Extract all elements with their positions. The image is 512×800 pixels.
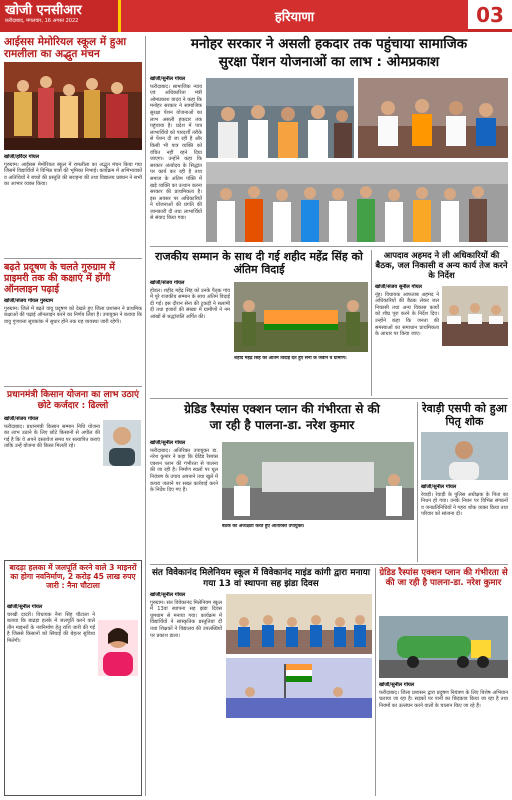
divider [150, 398, 508, 399]
masthead-brand [0, 0, 118, 32]
left-mid-body [4, 298, 142, 382]
divider [150, 246, 508, 247]
lead-headline-line2: सुरक्षा पेंशन योजनाओं का लाभ : ओमप्रकाश [218, 54, 440, 70]
page-number: 03 [468, 0, 512, 32]
lead-photo-right [358, 78, 508, 158]
column-rule [375, 568, 376, 796]
newspaper-logo: खोजी एनसीआर [5, 3, 82, 18]
rewari-body [421, 484, 508, 560]
lead-photo-bottom [206, 162, 508, 242]
left-top-text: गुरुग्राम। आईसस मेमोरियल स्कूल में रामलीला का अद्भुत मंचन किया गया जिसमें विद्यार्थियों ने विभिन्न पात्रों की भूमिका निभाई। कार्यक्रम में अभिभावकों व अतिथियों ने बच्चों की प्रस्तुति की सराहना की तथा विद्यालय प्रबंधन ने सभी का आभार व्यक्त किया। [4, 161, 142, 188]
left-mid-byline: खोजी/संजय गोयल गुरुग्राम [4, 298, 53, 304]
rewari-photo [421, 432, 508, 480]
divider [4, 258, 142, 259]
grade2-byline: खोजी/सुनील गोयल [379, 682, 415, 688]
issue-date: फ़रीदाबाद, मंगलवार, 16 अगस्त 2022 [5, 18, 79, 24]
rewari-headline: रेवाड़ी एसपी को हुआ पितृ शोक [422, 402, 507, 428]
grade2-text: फरीदाबाद। जिला प्रशासन द्वारा प्रदूषण नियंत्रण के लिए विशेष अभियान चलाया जा रहा है। सड़कों पर पानी का छिड़काव किया जा रहा है तथा नियमों का उल्लंघन करने वालों के चालान किए जा रहे हैं। [379, 689, 508, 709]
left-box-body [7, 604, 95, 792]
left-bottom-text: फरीदाबाद। प्रधानमंत्री किसान सम्मान निधि योजना का लाभ उठाने के लिए छोटे किसानों से अपील की गई है कि वे अपने दस्तावेज समय पर सत्यापित कराएं ताकि उन्हें योजना की किस्त मिलती रहे। [4, 423, 100, 450]
mid-center-text: होडल। शहीद महेंद्र सिंह को उनके पैतृक गांव में पूरे राजकीय सम्मान के साथ अंतिम विदाई दी गई। इस दौरान सेना की टुकड़ी ने सलामी दी तथा हजारों की संख्या में ग्रामीणों ने नम आंखों से श्रद्धांजलि अर्पित की। [150, 287, 230, 320]
vivekanand-headline: संत विवेकानंद मिलेनियम स्कूल में विवेकानंद माइंड कांगी द्वारा मनाया गया 13 वां स्थापना सह झंडा दिवस [151, 568, 371, 589]
left-box-byline: खोजी/सुनील गोयल [7, 604, 43, 610]
mid-right-byline: खोजी/संजय सुनील गोयल [375, 284, 422, 290]
water-tanker-photo [379, 616, 508, 678]
grade-byline: खोजी/सुनील गोयल [150, 440, 186, 446]
column-rule [371, 250, 372, 396]
portrait-photo [103, 420, 141, 466]
grade-headline-line2: जा रही है पालना-डा. नरेश कुमार [209, 418, 355, 432]
divider [150, 564, 508, 565]
mid-right-text: नूंह। विधायक आफताब अहमद ने अधिकारियों की बैठक लेकर जल निकासी तथा अन्य विकास कार्यों को शीघ्र पूरा करने के निर्देश दिए। उन्होंने कहा कि जनता की समस्याओं का समाधान प्राथमिकता के आधार पर किया जाए। [375, 291, 439, 338]
school-photo-2 [226, 658, 372, 718]
rewari-byline: खोजी/सुनील गोयल [421, 484, 457, 490]
rewari-text: रेवाड़ी। रेवाड़ी के पुलिस अधीक्षक के पिता का निधन हो गया। उनके निधन पर विभिन्न संगठनों व जनप्रतिनिधियों ने गहरा शोक व्यक्त किया तथा परिवार को सांत्वना दी। [421, 491, 508, 518]
grade-caption: बैठक की अध्यक्षता करते हुए अतिरिक्त उपायुक्त। [222, 524, 305, 529]
left-mid-headline: बढ़ते प्रदूषण के चलते गुरुग्राम में प्राइमरी तक की कक्षाएं में होंगी ऑनलाइन पढ़ाई [4, 262, 115, 295]
mla-photo [98, 620, 138, 676]
mid-center-caption: शहीद महेंद्र सिंह को अंतिम विदाई देते हुए सेना के जवान व ग्रामीण। [234, 356, 347, 361]
left-bottom-headline: प्रधानमंत्री किसान योजना का लाभ उठाएं छोटे कर्जदार : ढिल्लो [6, 390, 139, 411]
left-box-text: चरखी दादरी। विधायक नैना सिंह चौटाला ने बताया कि बाढड़ा हलके में जलपूर्ति करने वाले तीन माइनरों के नवनिर्माण हेतु राशि जारी की गई है जिससे किसानों को सिंचाई की बेहतर सुविधा मिलेगी। [7, 611, 95, 644]
left-top-headline: आईसस मेमोरियल स्कूल में हुआ रामलीला का अद्भुत मंचन [4, 36, 127, 60]
school-photo-1 [226, 594, 372, 654]
mid-right-body [375, 284, 439, 396]
grade-body [150, 440, 218, 558]
column-rule [417, 402, 418, 562]
grade2-headline: ग्रेडिड रैस्पांस एक्शन प्लान की गंभीरता से की जा रही है पालना-डा. नरेश कुमार [379, 568, 508, 589]
masthead [0, 0, 512, 32]
lead-body [150, 76, 202, 236]
left-box-headline: बादड़ा हलका में जलपूर्ति करने वाले 3 माइनरों का होगा नवनिर्माण, 2 करोड़ 45 लाख रुपए जारी : नैना चौटाला [9, 563, 137, 590]
vivekanand-text: गुरुग्राम। संत विवेकानंद मिलेनियम स्कूल में 13वां स्थापना सह झंडा दिवस धूमधाम से मनाया गया। कार्यक्रम में विद्यार्थियों ने सांस्कृतिक प्रस्तुतियां दीं तथा शिक्षकों ने विद्यालय की उपलब्धियों पर प्रकाश डाला। [150, 599, 222, 639]
ramlila-photo [4, 62, 142, 150]
grade-headline-line1: ग्रेडिड रैस्पांस एक्शन प्लान की गंभीरता से की [184, 402, 380, 416]
lead-headline-line1: मनोहर सरकार ने असली हकदार तक पहुंचाया सामाजिक [190, 36, 468, 52]
section-title: हरियाणा [274, 10, 315, 25]
left-top-body [4, 154, 142, 254]
left-bottom-body [4, 416, 100, 552]
mid-center-body [150, 280, 230, 394]
left-bottom-byline: खोजी/संजय गोयल [4, 416, 39, 422]
grade2-body [379, 682, 508, 796]
martyr-photo [234, 282, 368, 352]
lead-photo-left [206, 78, 354, 158]
grade-text: फरीदाबाद। अतिरिक्त उपायुक्त डा. नरेश कुमार ने कहा कि ग्रेडिड रैस्पांस एक्शन प्लान की गंभीरता से पालना की जा रही है। निर्माण स्थलों पर धूल नियंत्रण के उपाय अपनाने तथा खुले में कचरा जलाने पर सख्त कार्रवाई करने के निर्देश दिए गए हैं। [150, 447, 218, 494]
lead-byline: खोजी/सुनील गोयल [150, 76, 186, 82]
mid-center-headline: राजकीय सम्मान के साथ दी गई शहीद महेंद्र सिंह को अंतिम विदाई [155, 250, 363, 276]
section-band [118, 0, 468, 32]
vivekanand-byline: खोजी/सुनील गोयल [150, 592, 186, 598]
grade-photo [222, 442, 414, 520]
vivekanand-body [150, 592, 222, 796]
column-rule [145, 36, 146, 796]
left-top-byline: खोजी/हरिंदर गोयल [4, 154, 40, 160]
mid-center-byline: खोजी/संजय गोयल [150, 280, 185, 286]
divider [4, 386, 142, 387]
left-mid-text: गुरुग्राम। जिले में बढ़ते वायु प्रदूषण को देखते हुए जिला प्रशासन ने प्राथमिक कक्षाओं की पढ़ाई ऑनलाइन करने का निर्णय लिया है। उपायुक्त ने बताया कि वायु गुणवत्ता सूचकांक में सुधार होने तक यह व्यवस्था जारी रहेगी। [4, 305, 142, 325]
meeting-photo [442, 286, 508, 346]
lead-text: फरीदाबाद। सामाजिक न्याय एवं अधिकारिता मंत्री ओमप्रकाश यादव ने कहा कि मनोहर सरकार ने सामाजिक सुरक्षा पेंशन योजनाओं का लाभ असली हकदार तक पहुंचाया है। प्रदेश में पात्र लाभार्थियों को पारदर्शी तरीके से पेंशन दी जा रही है और किसी भी पात्र व्यक्ति को वंचित नहीं रहने दिया जाएगा। उन्होंने कहा कि सरकार अंत्योदय के सिद्धांत पर कार्य कर रही है तथा समाज के अंतिम पंक्ति में खड़े व्यक्ति का उत्थान करना सरकार की प्राथमिकता है। इस अवसर पर अधिकारियों ने योजनाओं की प्रगति की जानकारी दी तथा लाभार्थियों से संवाद किया गया। [150, 83, 202, 222]
mid-right-headline: आपदाव अहमद ने ली अधिकारियों की बैठक, जल निकासी व अन्य कार्य तेज करने के निर्देश [375, 250, 508, 280]
